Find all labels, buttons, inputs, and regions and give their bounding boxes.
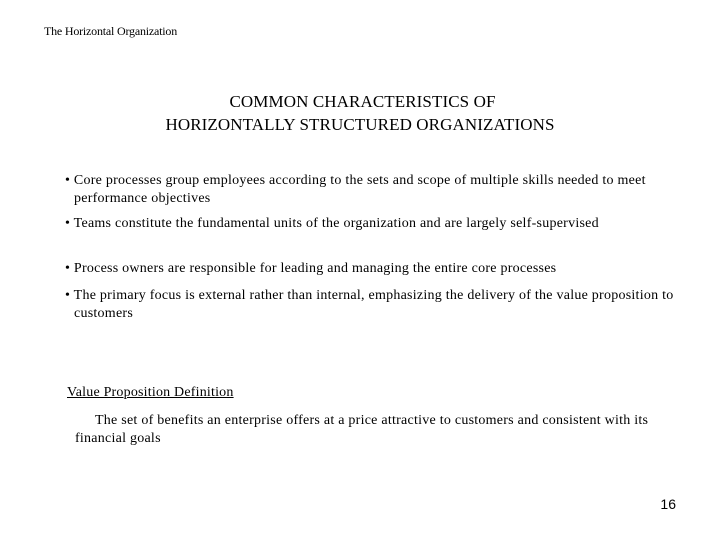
definition-heading: Value Proposition Definition xyxy=(67,385,234,400)
bullet-icon: • xyxy=(65,216,71,231)
list-item xyxy=(65,260,556,278)
slide-header-label: The Horizontal Organization xyxy=(44,24,177,38)
list-item-text: The primary focus is external rather than internal, emphasizing the delivery of the value proposition to customers xyxy=(73,288,674,321)
list-item xyxy=(65,287,705,322)
list-item-text: Teams constitute the fundamental units of the organization and are largely self-supervised xyxy=(73,216,599,231)
slide-title-line-2: HORIZONTALLY STRUCTURED ORGANIZATIONS xyxy=(165,115,555,134)
list-item xyxy=(65,215,599,233)
bullet-icon: • xyxy=(65,261,71,276)
page-number: 16 xyxy=(660,496,676,512)
definition-body: The set of benefits an enterprise offers at a price attractive to customers and consistent with its financial goals xyxy=(75,413,649,446)
slide-title xyxy=(0,90,720,136)
list-item-text: Core processes group employees according to the sets and scope of multiple skills needed to meet performance objectives xyxy=(73,173,646,206)
list-item-text: Process owners are responsible for leading and managing the entire core processes xyxy=(73,261,557,276)
bullet-icon: • xyxy=(65,173,71,188)
list-item xyxy=(65,172,705,207)
slide-title-line-1: COMMON CHARACTERISTICS OF xyxy=(229,92,496,111)
bullet-icon: • xyxy=(65,288,71,303)
